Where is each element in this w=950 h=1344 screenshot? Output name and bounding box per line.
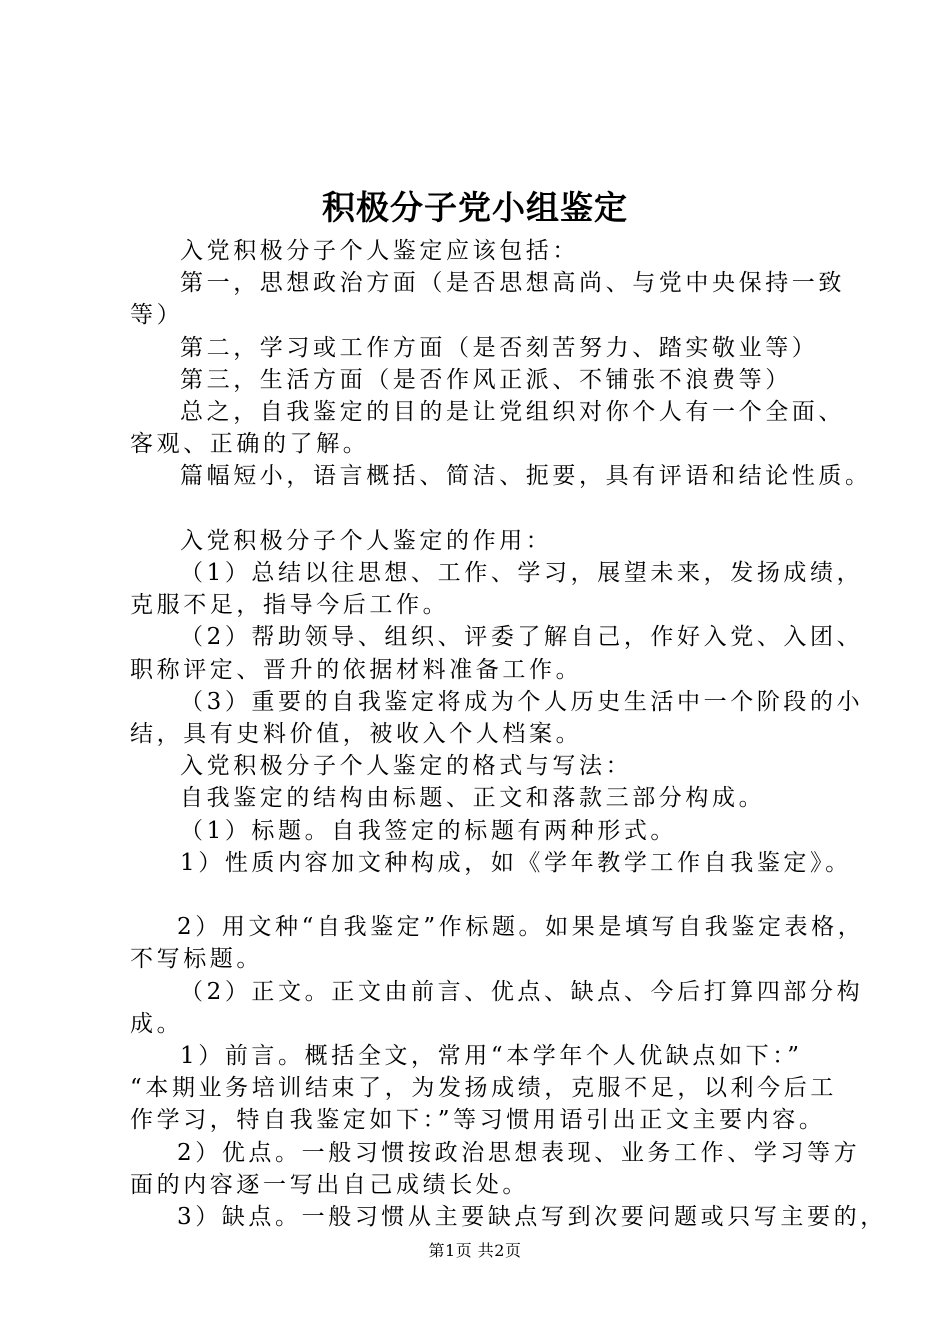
paragraph-line: （3）重要的自我鉴定将成为个人历史生活中一个阶段的小 (180, 688, 864, 715)
paragraph-line: 成。 (130, 1010, 184, 1037)
paragraph-line: “本期业务培训结束了，为发扬成绩，克服不足，以利今后工 (130, 1075, 837, 1102)
paragraph-line: 入党积极分子个人鉴定应该包括： (180, 238, 579, 264)
paragraph-line: 结，具有史料价值，被收入个人档案。 (130, 721, 583, 748)
paragraph-line: 客观、正确的了解。 (130, 431, 370, 458)
paragraph-line: 2）用文种“自我鉴定”作标题。如果是填写自我鉴定表格， (177, 914, 865, 941)
paragraph-line: 入党积极分子个人鉴定的格式与写法： (180, 753, 633, 780)
paragraph-line: 自我鉴定的结构由标题、正文和落款三部分构成。 (180, 785, 766, 812)
paragraph-line: 篇幅短小，语言概括、简洁、扼要，具有评语和结论性质。 (180, 463, 872, 490)
paragraph-line: 职称评定、晋升的依据材料准备工作。 (130, 656, 583, 683)
paragraph-line: 克服不足，指导今后工作。 (130, 592, 450, 619)
paragraph-line: 面的内容逐一写出自己成绩长处。 (130, 1171, 529, 1198)
paragraph-line: 1）前言。概括全文，常用“本学年个人优缺点如下：” (180, 1043, 803, 1070)
paragraph-line: 第一，思想政治方面（是否思想高尚、与党中央保持一致 (180, 270, 845, 297)
page-footer: 第1页 共2页 (428, 1241, 522, 1260)
blank-line (130, 879, 840, 911)
paragraph-line: 入党积极分子个人鉴定的作用： (180, 527, 553, 554)
paragraph-line: （2）正文。正文由前言、优点、缺点、今后打算四部分构 (180, 978, 864, 1005)
paragraph-line: 3）缺点。一般习惯从主要缺点写到次要问题或只写主要的， (177, 1204, 887, 1231)
paragraph-line: （1）总结以往思想、工作、学习，展望未来，发扬成绩， (180, 560, 864, 587)
paragraph-line: 2）优点。一般习惯按政治思想表现、业务工作、学习等方 (177, 1139, 861, 1166)
paragraph-line: 1）性质内容加文种构成，如《学年教学工作自我鉴定》。 (180, 849, 852, 876)
paragraph-line: 第三，生活方面（是否作风正派、不铺张不浪费等） (180, 366, 792, 393)
paragraph-line: 第二，学习或工作方面（是否刻苦努力、踏实敬业等） (180, 334, 819, 361)
paragraph-line: 不写标题。 (130, 946, 263, 973)
blank-line (130, 493, 840, 525)
document-title: 积极分子党小组鉴定 (322, 188, 628, 227)
paragraph-line: （1）标题。自我签定的标题有两种形式。 (180, 817, 678, 844)
paragraph-line: 总之，自我鉴定的目的是让党组织对你个人有一个全面、 (180, 399, 845, 426)
paragraph-line: 作学习，特自我鉴定如下：”等习惯用语引出正文主要内容。 (130, 1107, 826, 1134)
document-body (130, 235, 887, 1233)
paragraph-line: （2）帮助领导、组织、评委了解自己，作好入党、入团、 (180, 624, 864, 651)
paragraph-line: 等） (130, 302, 184, 329)
